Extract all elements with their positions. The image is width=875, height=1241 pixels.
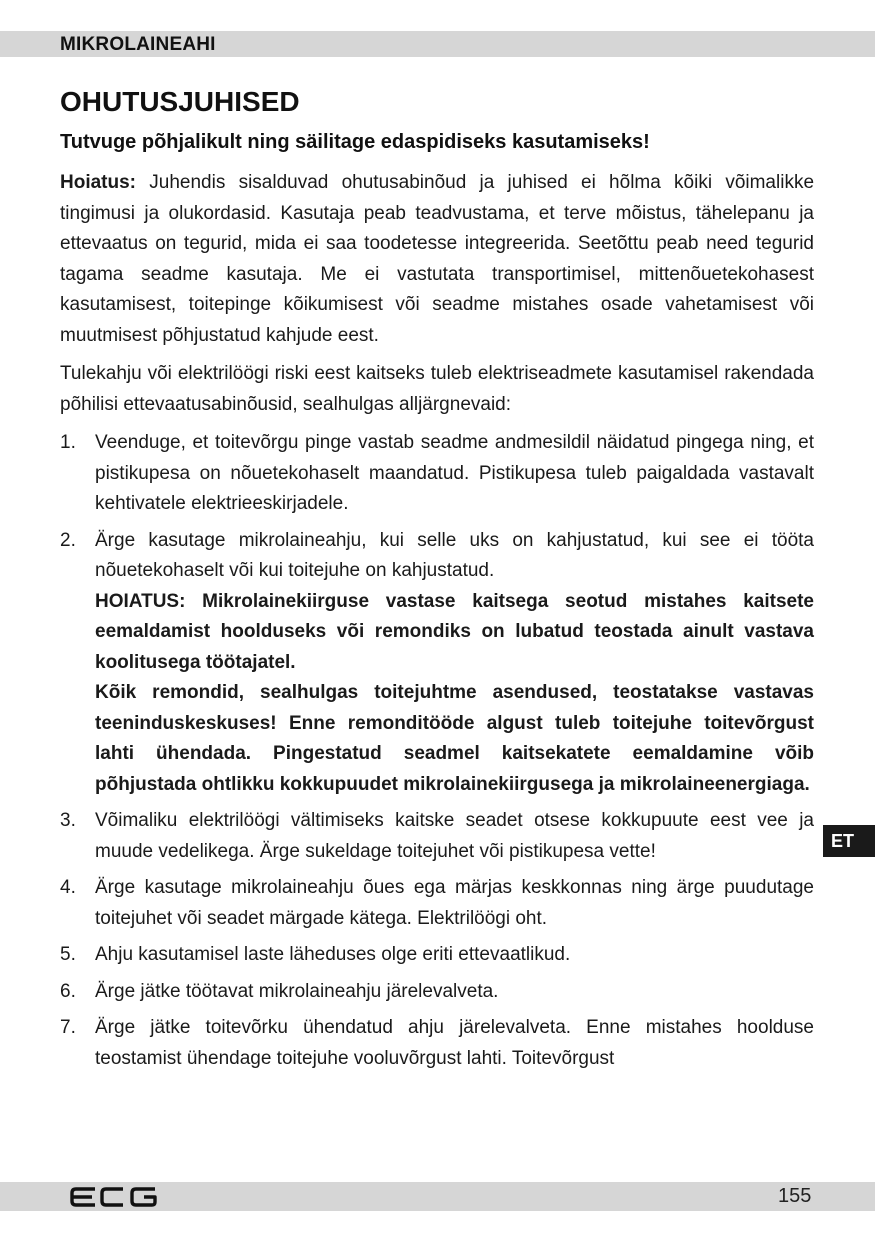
rule-text: Veenduge, et toitevõrgu pinge vastab seadme andmesildil näidatud pingega ning, et pistikupesa on nõuetekohaselt maandatud. Pistikupesa tuleb paigaldada vastavalt kehtivatele elektrieeskirjadele. [95,432,814,514]
rule-number: 2. [60,529,76,551]
rule-text: Võimaliku elektrilöögi vältimiseks kaitske seadet otsese kokkupuute eest vee ja muude vedelikega. Ärge sukeldage toitejuhet või pistikupesa vette! [95,810,814,862]
rule-number: 3. [60,810,76,831]
header-bar [0,31,875,57]
language-tab: ET [823,825,875,857]
rule-item [60,526,814,801]
footer-bar [0,1182,875,1211]
ecg-logo [70,1187,158,1207]
rule-number: 5. [60,944,76,965]
page-title: OHUTUSJUHISED [60,86,300,117]
warning-text: Juhendis sisalduvad ohutusabinõud ja juhised ei hõlma kõiki võimalikke tingimusi ja olukordasid. Kasutaja peab teadvustama, et terve mõistus, tähelepanu ja ettevaatus on tegurid, mida ei saa toodetesse integreerida. Seetõttu peab need tegurid tagama seadme kasutaja. Me ei vastutata transportimisel, mittenõuetekohasest kasutamisest, toitepinge kõikumisest või seadme mistahes osade vahetamisest või muutmisest põhjustatud kahjude eest. [60,172,815,346]
rule-warning: HOIATUS: Mikrolainekiirguse vastase kaitsega seotud mistahes kaitsete eemaldamist hoolduseks või remondiks on lubatud teostada ainult vastava koolitusega töötajatel. [95,590,814,673]
rule-text: Ärge jätke töötavat mikrolaineahju järelevalveta. [95,980,499,1002]
rule-warning: Kõik remondid, sealhulgas toitejuhtme asendused, teostatakse vastavas teeninduskeskuses! Enne remonditööde algust tuleb toitejuhe toitevõrgust lahti ühendada. Pingestatud seadmel kaitsekatete eemaldamine võib põhjustada ohtlikku kokkupuudet mikrolainekiirgusega ja mikrolaineenergiaga. [95,682,814,795]
warning-label: Hoiatus: [60,172,136,193]
rule-item [60,428,814,520]
rule-item [60,1013,814,1074]
rule-text: Ahju kasutamisel laste läheduses olge eriti ettevaatlikud. [95,944,571,965]
intro-paragraph: Tulekahju või elektrilöögi riski eest kaitseks tuleb elektriseadmete kasutamisel rakendada põhilisi ettevaatusabinõusid, sealhulgas alljärgnevaid: [60,363,814,415]
rule-item [60,873,814,934]
rule-number: 1. [60,432,76,453]
warning-paragraph [60,168,814,351]
rule-text: Ärge kasutage mikrolaineahju õues ega märjas keskkonnas ning ärge puudutage toitejuhet või seadet märgade kätega. Elektrilöögi oht. [95,877,814,929]
rule-text: Ärge kasutage mikrolaineahju, kui selle uks on kahjustatud, kui see ei tööta nõuetekohaselt või kui toitejuhe on kahjustatud. [95,529,814,581]
rule-item [60,806,814,867]
rule-item [60,940,814,971]
rule-text: Ärge jätke toitevõrku ühendatud ahju järelevalveta. Enne mistahes hoolduse teostamist ühendage toitejuhe vooluvõrgust lahti. Toitevõrgust [95,1017,814,1069]
page-number: 155 [778,1185,812,1207]
content [60,168,814,1080]
rule-number: 4. [60,877,76,898]
rules-list [60,428,814,1074]
rule-item [60,977,814,1008]
rule-number: 7. [60,1017,76,1038]
header-label: MIKROLAINEAHI [60,34,216,55]
rule-number: 6. [60,980,76,1002]
subtitle: Tutvuge põhjalikult ning säilitage edaspidiseks kasutamiseks! [60,131,650,153]
